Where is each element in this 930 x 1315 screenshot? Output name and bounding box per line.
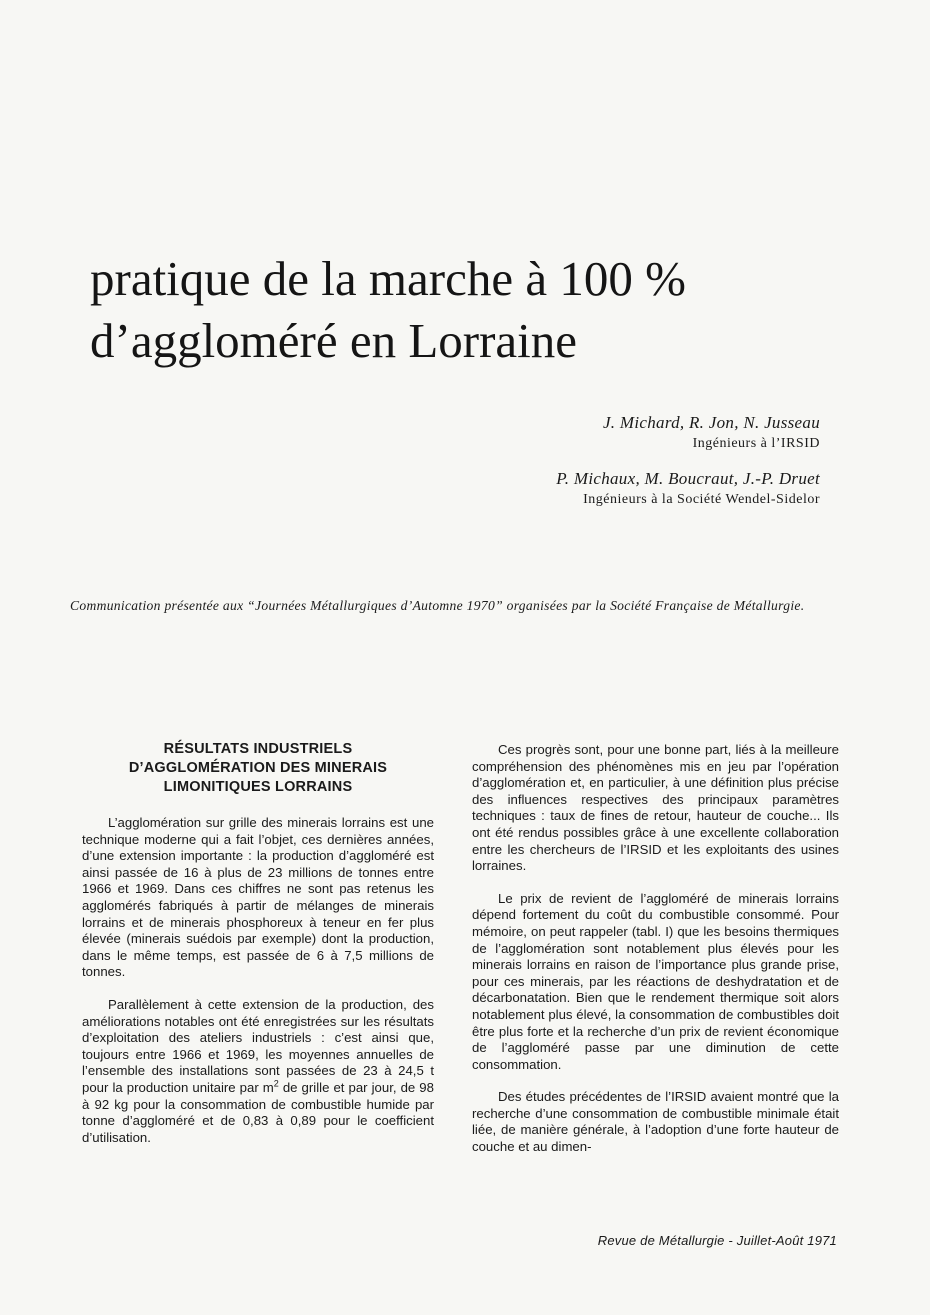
title-line-2: d’aggloméré en Lorraine: [90, 313, 578, 368]
communication-note: Communication présentée aux “Journées Métallurgiques d’Automne 1970” organisées par la Société Française de Métallurgie.: [70, 598, 805, 613]
journal-footer: Revue de Métallurgie - Juillet-Août 1971: [597, 1233, 837, 1248]
section-heading-line-2: D’AGGLOMÉRATION DES MINERAIS: [128, 760, 388, 776]
section-heading-line-3: LIMONITIQUES LORRAINS: [163, 779, 353, 795]
author-affiliation: Ingénieurs à l’IRSID: [692, 436, 820, 451]
paragraph: L’agglomération sur grille des minerais lorrains est une technique moderne qui a fait l’objet, ces dernières années, d’une extension importante : la production d’aggloméré est ainsi passée de 16 à plus de 23 millions de tonnes entre 1966 et 1969. Dans ces chiffres ne sont pas retenus les agglomérés fabriqués à partir de mélanges de minerais lorrains et de minerais phosphoreux à teneur en fer plus élevée (minerais suédois par exemple) dont la production, dans le même temps, est passée de 6 à 7,5 millions de tonnes.: [82, 815, 434, 980]
paragraph-text: Parallèlement à cette extension de la production, des améliorations notables ont été enregistrées sur les résultats d’exploitation des ateliers industriels : c’est ainsi que, toujours entre 1966 et 1969, les moyennes annuelles de l’ensemble des installations sont passées de 23 à 24,5 t pour la production unitaire par m: [82, 996, 434, 1095]
right-column: [472, 742, 839, 1172]
article-title: [90, 248, 850, 372]
paragraph: Le prix de revient de l’aggloméré de minerais lorrains dépend fortement du coût du combustible consommé. Pour mémoire, on peut rappeler (tabl. I) que les besoins thermiques de l’agglomération sont notablement plus élevés pour les minerais lorrains en raison de l’importance plus grande prise, pour ces minerais, par les réactions de deshydratation et de décarbonatation. Bien que le rendement thermique soit alors notablement plus élevé, la consommation de combustibles doit être plus forte et la recherche d’un prix de revient économique de l’aggloméré passe par une diminution de cette consommation.: [472, 890, 839, 1072]
author-block: [400, 412, 820, 524]
author-affiliation: Ingénieurs à la Société Wendel-Sidelor: [583, 492, 820, 507]
paragraph: [82, 997, 434, 1146]
title-line-1: pratique de la marche à 100 %: [90, 251, 686, 306]
author-group-irsid: [400, 412, 820, 454]
superscript: 2: [273, 1078, 279, 1089]
author-names: P. Michaux, M. Boucraut, J.-P. Druet: [556, 469, 820, 488]
author-group-wendel: [400, 468, 820, 510]
paragraph-text: de grille et par jour, de 98 à 92 kg pour la consommation de combustible humide par tonne d’aggloméré et de 0,83 à 0,89 pour le coefficient d’utilisation.: [82, 1079, 434, 1145]
section-heading-line-1: RÉSULTATS INDUSTRIELS: [163, 741, 353, 757]
paragraph: Ces progrès sont, pour une bonne part, liés à la meilleure compréhension des phénomènes mis en jeu par l’opération d’agglomération et, en particulier, à une définition plus précise des influences respectives des principaux paramètres techniques : taux de fines de retour, hauteur de couche... Ils ont été rendus possibles grâce à une excellente collaboration entre les chercheurs de l’IRSID et les exploitants des usines lorraines.: [472, 742, 839, 874]
left-column: [82, 740, 434, 1162]
paragraph: Des études précédentes de l’IRSID avaient montré que la recherche d’une consommation de combustible minimale était liée, de manière générale, à l’adoption d’une forte hauteur de couche et au dimen-: [472, 1089, 839, 1155]
section-heading: [82, 740, 434, 797]
author-names: J. Michard, R. Jon, N. Jusseau: [602, 413, 820, 432]
